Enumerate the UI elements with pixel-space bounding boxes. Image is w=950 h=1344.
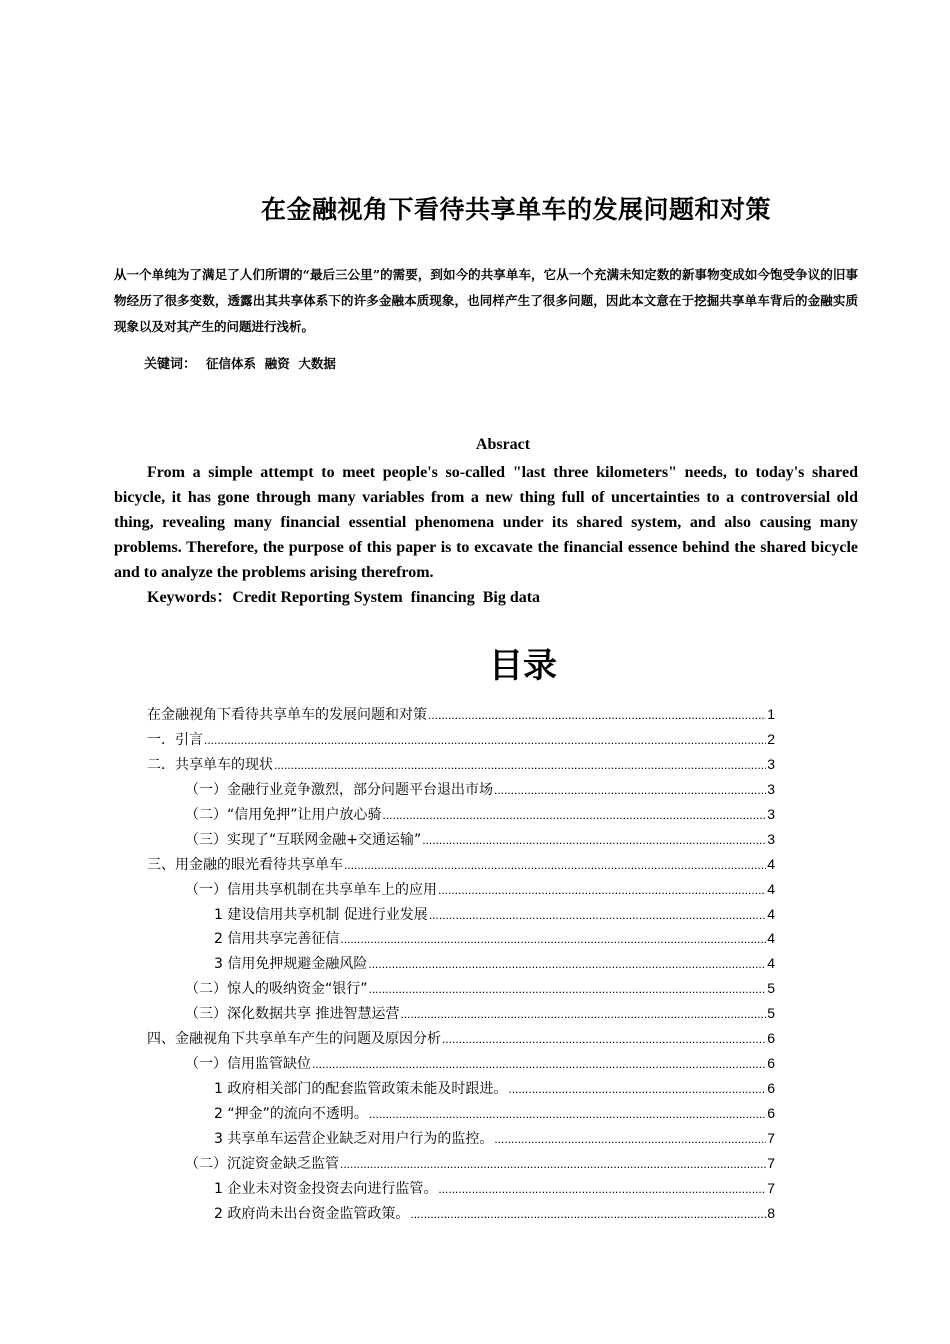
toc-entry[interactable]: [147, 777, 775, 802]
toc-entry-text: （一）金融行业竞争激烈，部分问题平台退出市场: [185, 781, 493, 798]
toc-entry-text: 3 信用免押规避金融风险: [214, 956, 368, 973]
toc-entry[interactable]: [147, 1051, 775, 1076]
toc-entry-text: 2 信用共享完善征信: [214, 931, 340, 948]
toc-leader: [410, 1202, 766, 1226]
toc-entry-text: 1 政府相关部门的配套监管政策未能及时跟进。: [214, 1081, 508, 1098]
toc-page-number: 5: [767, 1005, 775, 1022]
toc-page-number: 3: [767, 830, 775, 847]
toc-page-number: 5: [767, 980, 775, 997]
toc-leader: [340, 927, 766, 951]
toc-entry[interactable]: [147, 1126, 775, 1151]
toc-leader: [369, 1102, 766, 1126]
toc-entry[interactable]: [147, 752, 775, 777]
toc-leader: [429, 903, 766, 927]
toc-entry-text: （一）信用监管缺位: [185, 1056, 311, 1073]
toc-page-number: 7: [767, 1129, 775, 1146]
keywords-label: 关键词：: [144, 357, 197, 372]
toc-entry[interactable]: [147, 877, 775, 902]
toc-leader: [340, 1152, 766, 1176]
toc-page-number: 2: [767, 730, 775, 747]
toc-entry-text: （二）“信用免押”让用户放心骑: [185, 806, 382, 823]
english-abstract-heading: Absract: [475, 436, 531, 453]
toc-entry[interactable]: [147, 1101, 775, 1126]
toc-leader: [438, 878, 766, 902]
toc-page-number: 6: [767, 1080, 775, 1097]
toc-entry-text: （一）信用共享机制在共享单车上的应用: [185, 881, 437, 898]
toc-leader: [368, 952, 766, 976]
toc-leader: [494, 1127, 766, 1151]
keywords-values: 征信体系 融资 大数据: [206, 356, 336, 371]
toc-entry[interactable]: [147, 926, 775, 951]
chinese-keywords: [144, 353, 336, 376]
toc-entry-text: 2 政府尚未出台资金监管政策。: [214, 1205, 410, 1222]
toc-entry[interactable]: [147, 1026, 775, 1051]
toc-entry[interactable]: [147, 1076, 775, 1101]
toc-entry[interactable]: [147, 951, 775, 976]
toc-entry[interactable]: [147, 702, 775, 727]
toc-page-number: 6: [767, 1030, 775, 1047]
toc-leader: [508, 1077, 766, 1101]
toc-page-number: 4: [767, 880, 775, 897]
toc-entry[interactable]: [147, 1001, 775, 1026]
toc-entry-text: 四、金融视角下共享单车产生的问题及原因分析: [147, 1031, 441, 1048]
toc-leader: [312, 1052, 766, 1076]
toc-leader: [422, 828, 766, 852]
english-keywords: Keywords：Credit Reporting System financing Big data: [147, 589, 541, 606]
toc-entry-text: 1 企业未对资金投资去向进行监管。: [214, 1180, 438, 1197]
toc-leader: [344, 853, 766, 877]
toc-entry-text: 一．引言: [147, 731, 203, 748]
toc-entry-text: 三、用金融的眼光看待共享单车: [147, 856, 343, 873]
toc-entry-text: （二）沉淀资金缺乏监管: [185, 1155, 339, 1172]
toc-leader: [274, 753, 766, 777]
toc-entry-text: 1 建设信用共享机制 促进行业发展: [214, 906, 428, 923]
toc-leader: [400, 1002, 766, 1026]
toc-leader: [494, 778, 766, 802]
toc-entry-text: 3 共享单车运营企业缺乏对用户行为的监控。: [214, 1130, 494, 1147]
toc-entry-text: （二）惊人的吸纳资金“银行”: [185, 981, 368, 998]
toc-page-number: 7: [767, 1179, 775, 1196]
toc-leader: [204, 728, 766, 752]
toc-entry[interactable]: [147, 852, 775, 877]
toc-entry-text: 2 “押金”的流向不透明。: [214, 1106, 368, 1122]
toc-page-number: 4: [767, 955, 775, 972]
toc-page-number: 4: [767, 930, 775, 947]
toc-page-number: 3: [767, 805, 775, 822]
toc-page-number: 4: [767, 905, 775, 922]
english-abstract: From a simple attempt to meet people's so-called "last three kilometers" needs, to today's shared bicycle, it has gone through many variables from a new thing full of uncertainties to a controversial old thing, revealing many financial essential phenomena under its shared system, and also causing many problems. Therefore, the purpose of this paper is to excavate the financial essence behind the shared bicycle and to analyze the problems arising therefrom.: [114, 464, 858, 581]
toc-entry[interactable]: [147, 827, 775, 852]
toc-leader: [369, 977, 767, 1001]
toc-leader: [442, 1027, 766, 1051]
toc-page-number: 3: [767, 755, 775, 772]
document-title: 在金融视角下看待共享单车的发展问题和对策: [260, 195, 771, 224]
toc-page-number: 6: [767, 1055, 775, 1072]
toc-entry[interactable]: [147, 1201, 775, 1226]
toc-leader: [428, 703, 766, 727]
toc-page-number: 7: [767, 1154, 775, 1171]
toc-entry[interactable]: [147, 976, 775, 1001]
toc-heading: 目录: [489, 646, 557, 686]
toc-leader: [438, 1177, 766, 1201]
toc-entry[interactable]: [147, 802, 775, 827]
toc-page-number: 6: [767, 1105, 775, 1121]
toc-entry[interactable]: [147, 727, 775, 752]
toc-page-number: 4: [767, 855, 775, 872]
toc-entry[interactable]: [147, 1176, 775, 1201]
toc-page-number: 3: [767, 780, 775, 797]
toc-entry-text: 二．共享单车的现状: [147, 756, 273, 773]
chinese-abstract: 从一个单纯为了满足了人们所谓的“最后三公里”的需要，到如今的共享单车，它从一个充满未知定数的新事物变成如今饱受争议的旧事物经历了很多变数，透露出其共享体系下的许多金融本质现象，也同样产生了很多问题，因此本文意在于挖掘共享单车背后的金融实质现象以及对其产生的问题进行浅析。: [114, 267, 858, 334]
table-of-contents: [147, 702, 775, 1226]
toc-entry[interactable]: [147, 902, 775, 927]
toc-entry-text: 在金融视角下看待共享单车的发展问题和对策: [147, 707, 427, 723]
toc-entry[interactable]: [147, 1151, 775, 1176]
toc-entry-text: （三）深化数据共享 推进智慧运营: [185, 1006, 400, 1023]
toc-page-number: 1: [767, 706, 775, 722]
toc-entry-text: （三）实现了“互联网金融+交通运输”: [185, 831, 422, 848]
toc-leader: [383, 803, 767, 827]
toc-page-number: 8: [767, 1204, 775, 1221]
